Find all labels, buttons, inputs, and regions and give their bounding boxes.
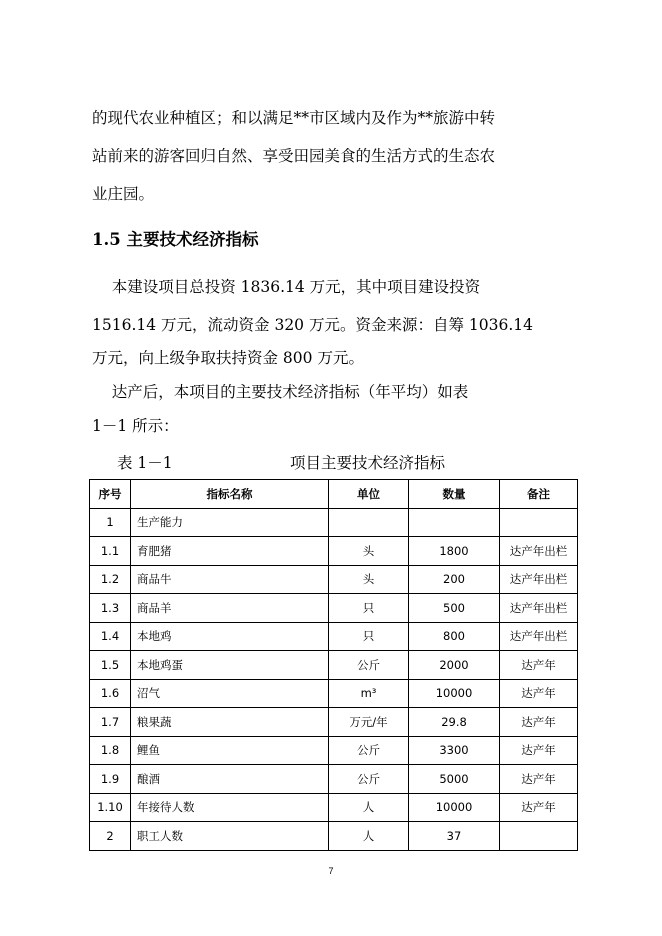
cell-note: 达产年 bbox=[500, 708, 578, 737]
table-row bbox=[90, 537, 578, 566]
cell-name: 本地鸡蛋 bbox=[131, 651, 329, 680]
cell-name: 鲤鱼 bbox=[131, 736, 329, 765]
cell-qty: 10000 bbox=[409, 793, 500, 822]
cell-unit: 人 bbox=[329, 822, 409, 851]
cell-qty: 1800 bbox=[409, 537, 500, 566]
cell-unit: 头 bbox=[329, 537, 409, 566]
intro-line-2: 站前来的游客回归自然、享受田园美食的生活方式的生态农 bbox=[92, 147, 496, 165]
cell-note: 达产年出栏 bbox=[500, 537, 578, 566]
section-number: 1.5 bbox=[92, 230, 121, 249]
summary-line-2: 1－1 所示： bbox=[92, 417, 179, 435]
cell-name: 沼气 bbox=[131, 679, 329, 708]
table-title: 项目主要技术经济指标 bbox=[290, 454, 446, 472]
table-label: 表 1－1 bbox=[117, 454, 173, 472]
cell-qty: 800 bbox=[409, 622, 500, 651]
cell-name: 商品牛 bbox=[131, 565, 329, 594]
summary-line-1: 达产后，本项目的主要技术经济指标（年平均）如表 bbox=[92, 383, 469, 401]
cell-seq: 1.3 bbox=[90, 594, 131, 623]
cell-note: 达产年 bbox=[500, 679, 578, 708]
cell-note: 达产年 bbox=[500, 736, 578, 765]
table-row bbox=[90, 622, 578, 651]
cell-qty: 3300 bbox=[409, 736, 500, 765]
table-row bbox=[90, 594, 578, 623]
cell-seq: 1.9 bbox=[90, 765, 131, 794]
cell-qty: 200 bbox=[409, 565, 500, 594]
cell-unit: 公斤 bbox=[329, 736, 409, 765]
cell-name: 职工人数 bbox=[131, 822, 329, 851]
table-row bbox=[90, 508, 578, 537]
cell-name: 育肥猪 bbox=[131, 537, 329, 566]
table-row bbox=[90, 765, 578, 794]
cell-unit: 人 bbox=[329, 793, 409, 822]
investment-line-3: 万元，向上级争取扶持资金 800 万元。 bbox=[92, 349, 364, 367]
header-seq: 序号 bbox=[90, 480, 131, 509]
cell-seq: 1 bbox=[90, 508, 131, 537]
table-row bbox=[90, 565, 578, 594]
cell-unit: 公斤 bbox=[329, 765, 409, 794]
table-row bbox=[90, 793, 578, 822]
cell-seq: 1.8 bbox=[90, 736, 131, 765]
table-header-row bbox=[90, 480, 578, 509]
cell-name: 年接待人数 bbox=[131, 793, 329, 822]
cell-note: 达产年 bbox=[500, 765, 578, 794]
cell-name: 粮果蔬 bbox=[131, 708, 329, 737]
cell-seq: 1.7 bbox=[90, 708, 131, 737]
cell-unit bbox=[329, 508, 409, 537]
table-row bbox=[90, 679, 578, 708]
cell-seq: 1.10 bbox=[90, 793, 131, 822]
cell-qty bbox=[409, 508, 500, 537]
cell-unit: 头 bbox=[329, 565, 409, 594]
cell-seq: 1.4 bbox=[90, 622, 131, 651]
cell-unit: 只 bbox=[329, 594, 409, 623]
investment-line-2: 1516.14 万元，流动资金 320 万元。资金来源：自筹 1036.14 bbox=[92, 316, 533, 334]
cell-qty: 2000 bbox=[409, 651, 500, 680]
table-row bbox=[90, 651, 578, 680]
indicators-table bbox=[89, 479, 578, 851]
cell-seq: 1.2 bbox=[90, 565, 131, 594]
header-note: 备注 bbox=[500, 480, 578, 509]
section-heading bbox=[92, 226, 258, 250]
header-name: 指标名称 bbox=[131, 480, 329, 509]
table-row bbox=[90, 822, 578, 851]
table-row bbox=[90, 736, 578, 765]
cell-name: 本地鸡 bbox=[131, 622, 329, 651]
cell-note: 达产年出栏 bbox=[500, 622, 578, 651]
cell-qty: 29.8 bbox=[409, 708, 500, 737]
cell-note: 达产年出栏 bbox=[500, 594, 578, 623]
cell-name: 商品羊 bbox=[131, 594, 329, 623]
cell-unit: m³ bbox=[329, 679, 409, 708]
cell-name: 生产能力 bbox=[131, 508, 329, 537]
cell-seq: 2 bbox=[90, 822, 131, 851]
cell-qty: 5000 bbox=[409, 765, 500, 794]
cell-note: 达产年 bbox=[500, 651, 578, 680]
header-unit: 单位 bbox=[329, 480, 409, 509]
section-title: 主要技术经济指标 bbox=[126, 230, 259, 249]
cell-qty: 500 bbox=[409, 594, 500, 623]
cell-seq: 1.5 bbox=[90, 651, 131, 680]
cell-note: 达产年出栏 bbox=[500, 565, 578, 594]
page-number: 7 bbox=[328, 866, 334, 876]
intro-line-1: 的现代农业种植区；和以满足**市区域内及作为**旅游中转 bbox=[92, 109, 496, 127]
table-row bbox=[90, 708, 578, 737]
header-qty: 数量 bbox=[409, 480, 500, 509]
cell-qty: 37 bbox=[409, 822, 500, 851]
cell-unit: 公斤 bbox=[329, 651, 409, 680]
intro-line-3: 业庄园。 bbox=[92, 185, 155, 203]
cell-seq: 1.6 bbox=[90, 679, 131, 708]
cell-note bbox=[500, 822, 578, 851]
cell-name: 酿酒 bbox=[131, 765, 329, 794]
cell-note bbox=[500, 508, 578, 537]
cell-note: 达产年 bbox=[500, 793, 578, 822]
cell-unit: 万元/年 bbox=[329, 708, 409, 737]
cell-seq: 1.1 bbox=[90, 537, 131, 566]
investment-line-1: 本建设项目总投资 1836.14 万元，其中项目建设投资 bbox=[92, 278, 481, 296]
cell-unit: 只 bbox=[329, 622, 409, 651]
cell-qty: 10000 bbox=[409, 679, 500, 708]
